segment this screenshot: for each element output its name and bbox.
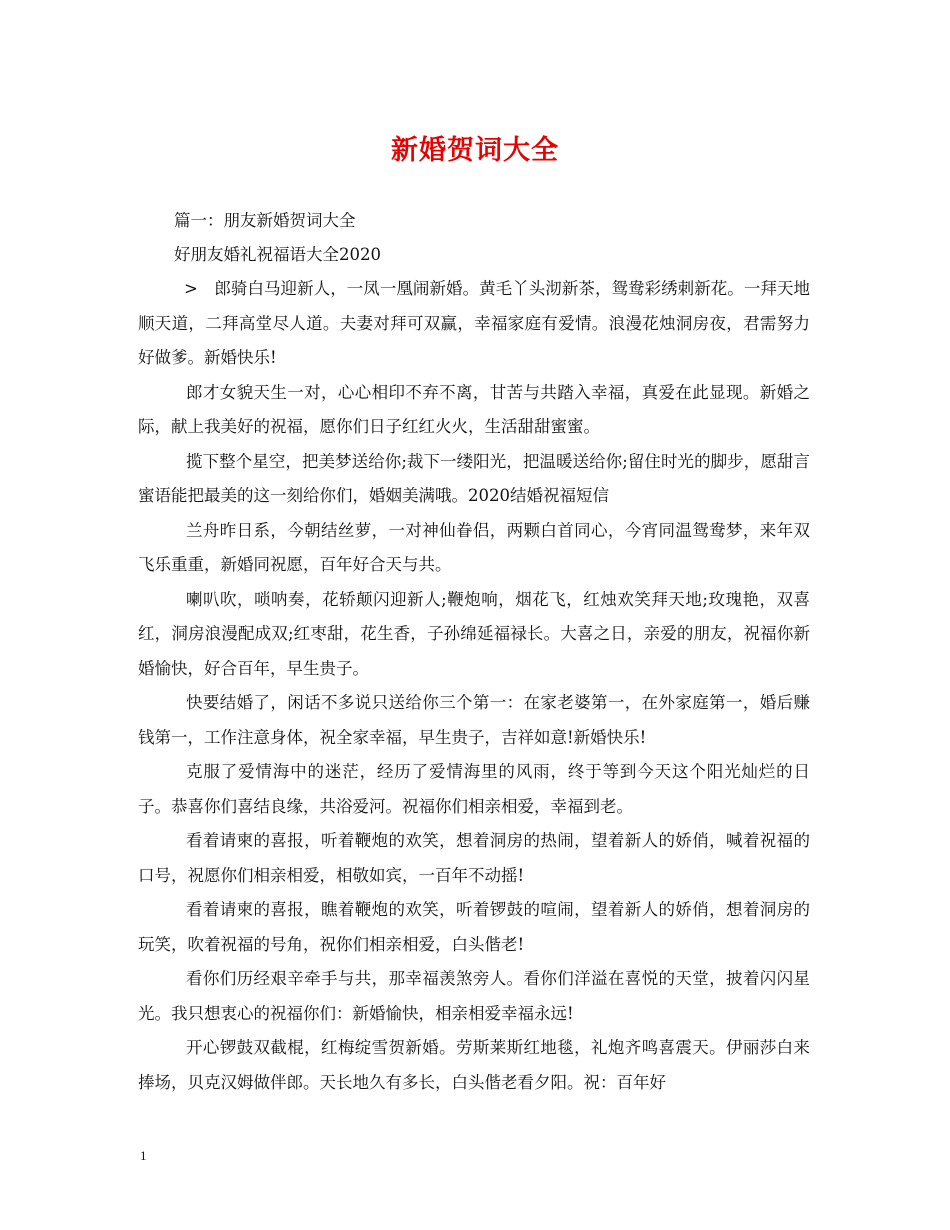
page-number: 1	[140, 1148, 147, 1163]
paragraph: 兰舟昨日系，今朝结丝萝，一对神仙眷侣，两颗白首同心，今宵同温鸳鸯梦，来年双飞乐重重，新婚同祝愿，百年好合天与共。	[138, 520, 810, 574]
paragraph: 郎才女貌天生一对，心心相印不弃不离，甘苦与共踏入幸福，真爱在此显现。新婚之际，献上我美好的祝福，愿你们日子红红火火，生活甜甜蜜蜜。	[138, 382, 810, 436]
paragraph: 看着请柬的喜报，瞧着鞭炮的欢笑，听着锣鼓的喧闹，望着新人的娇俏，想着洞房的玩笑，吹着祝福的号角，祝你们相亲相爱，白头偕老!	[138, 900, 810, 954]
paragraph: 看着请柬的喜报，听着鞭炮的欢笑，想着洞房的热闹，望着新人的娇俏，喊着祝福的口号，祝愿你们相亲相爱，相敬如宾，一百年不动摇!	[138, 831, 810, 885]
document-body	[138, 204, 810, 1100]
section-heading: 篇一：朋友新婚贺词大全	[174, 211, 356, 230]
paragraph: 喇叭吹，唢呐奏，花轿颠闪迎新人;鞭炮响，烟花飞，红烛欢笑拜天地;玫瑰艳，双喜红，洞房浪漫配成双;红枣甜，花生香，子孙绵延福禄长。大喜之日，亲爱的朋友，祝福你新婚愉快，好合百年，早生贵子。	[138, 589, 810, 678]
paragraph: 看你们历经艰辛牵手与共，那幸福羡煞旁人。看你们洋溢在喜悦的天堂，披着闪闪星光。我只想衷心的祝福你们：新婚愉快，相亲相爱幸福永远!	[138, 969, 810, 1023]
paragraph: 揽下整个星空，把美梦送给你;裁下一缕阳光，把温暖送给你;留住时光的脚步，愿甜言蜜语能把最美的这一刻给你们，婚姻美满哦。2020结婚祝福短信	[138, 451, 810, 505]
document-title: 新婚贺词大全	[391, 135, 559, 166]
paragraph: > 郎骑白马迎新人，一凤一凰闹新婚。黄毛丫头沏新茶，鸳鸯彩绣刺新花。一拜天地顺天道，二拜高堂尽人道。夫妻对拜可双赢，幸福家庭有爱情。浪漫花烛洞房夜，君需努力好做爹。新婚快乐!	[138, 279, 810, 367]
paragraph: 快要结婚了，闲话不多说只送给你三个第一：在家老婆第一，在外家庭第一，婚后赚钱第一，工作注意身体，祝全家幸福，早生贵子，吉祥如意!新婚快乐!	[138, 693, 810, 747]
paragraph: 开心锣鼓双截棍，红梅绽雪贺新婚。劳斯莱斯红地毯，礼炮齐鸣喜震天。伊丽莎白来捧场，贝克汉姆做伴郎。天长地久有多长，白头偕老看夕阳。祝：百年好	[138, 1038, 810, 1092]
paragraph: 克服了爱情海中的迷茫，经历了爱情海里的风雨，终于等到今天这个阳光灿烂的日子。恭喜你们喜结良缘，共浴爱河。祝福你们相亲相爱，幸福到老。	[138, 762, 810, 816]
subheading: 好朋友婚礼祝福语大全2020	[174, 245, 381, 264]
